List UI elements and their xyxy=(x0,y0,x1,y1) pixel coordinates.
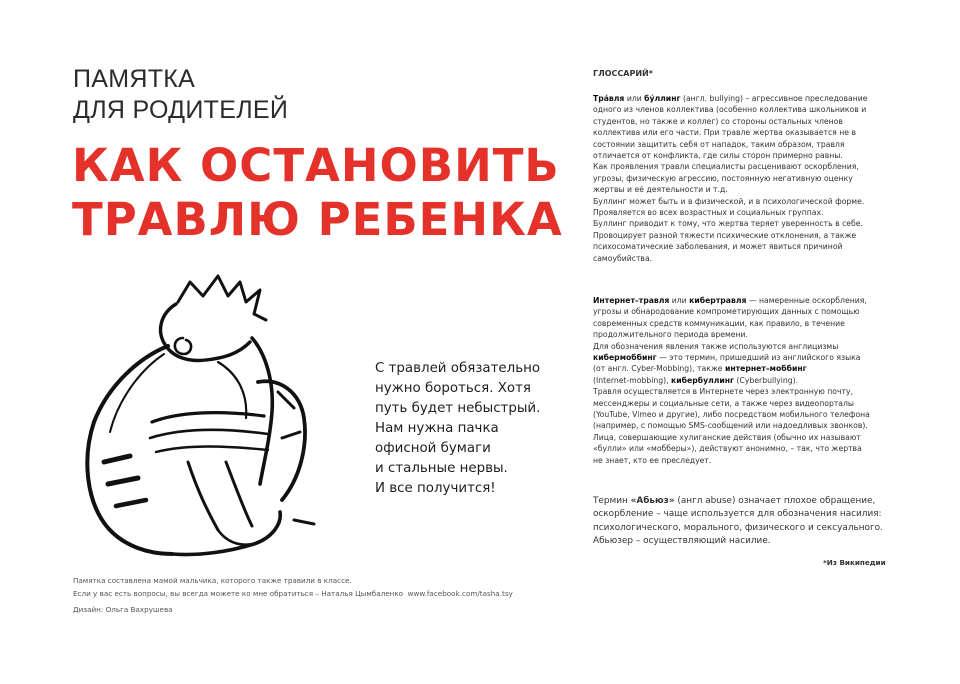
paragraph-line: студентов, но также и коллег) со стороны остальных членов xyxy=(593,116,843,126)
paragraph-line: (от англ. Cyber-Mobbing), также интернет–моббинг xyxy=(593,364,807,374)
paragraph-line: психосоматические заболевания, и может явиться причиной xyxy=(593,242,843,252)
paragraph-line: Проявляется во всех возрастных и социальных группах. xyxy=(593,208,824,218)
title-line-2: ТРАВЛЮ РЕБЕНКА xyxy=(72,193,563,246)
paragraph-line: жертвы и её деятельности и т.д. xyxy=(593,185,728,195)
paragraph-line: Интернет–травля или кибертравля — намеренные оскорбления, xyxy=(593,296,867,305)
paragraph-line: коллектива или его части. При травле жертва оказывается не в xyxy=(593,128,856,138)
paragraph-line: одного из членов коллектива (особенно коллектива школьников и xyxy=(593,105,867,115)
paragraph-line: психологического, морального, физического и сексуального. xyxy=(593,522,883,533)
term-bold: кибертравля xyxy=(689,296,747,305)
paragraph-line: оскорбление – чаще используется для обозначения насилия: xyxy=(593,509,882,520)
glossary-title: ГЛОССАРИЙ* xyxy=(593,69,653,78)
glossary-cyberbullying-paragraph xyxy=(593,295,893,466)
paragraph-line: Провоцирует разной тяжести психические отклонения, а также xyxy=(593,230,857,240)
paragraph-line: состоянии защитить себя от нападок, таким образом, травля xyxy=(593,139,845,149)
paragraph-line: Тра́вля или бу́ллинг (англ. bullying) – агрессивное преследование xyxy=(593,94,868,103)
paragraph-line: мессенджеры и социальные сети, а также через видеопорталы xyxy=(593,398,854,408)
quote-line: С травлей обязательно xyxy=(375,361,541,376)
paragraph-line: угрозы, физическую агрессию, постоянную негативную оценку xyxy=(593,173,853,183)
term-bold: интернет–моббинг xyxy=(724,364,807,374)
paragraph-line: Травля осуществляется в Интернете через электронную почту, xyxy=(593,387,854,397)
quote-line: Нам нужна пачка xyxy=(375,421,499,436)
paragraph-line: угрозы и обнародование компрометирующих данных с помощью xyxy=(593,307,860,317)
footer-facebook-link[interactable]: www.facebook.com/tasha.tsy xyxy=(407,589,513,598)
paragraph-line: Лица, совершающие хулиганские действия (обычно их называют xyxy=(593,432,861,442)
footer-note-1: Памятка составлена мамой мальчика, которого также травили в классе. xyxy=(73,576,352,585)
glossary-abuse-paragraph xyxy=(593,495,893,549)
quote-line: путь будет небыстрый. xyxy=(375,401,541,416)
paragraph-line: отличается от конфликта, где силы сторон примерно равны. xyxy=(593,151,843,161)
paragraph-line: продолжительного периода времени. xyxy=(593,330,748,340)
quote-line: офисной бумаги xyxy=(375,441,491,456)
subtitle-line-2: ДЛЯ РОДИТЕЛЕЙ xyxy=(73,96,289,124)
quote-block xyxy=(375,359,545,499)
paragraph-line: не знает, кто ее преследует. xyxy=(593,455,712,465)
paragraph-line: Для обозначения явления также используются англицизмы xyxy=(593,341,839,351)
title-line-1: КАК ОСТАНОВИТЬ xyxy=(72,139,560,192)
term-bold: Тра́вля xyxy=(593,94,625,103)
paragraph-line: Термин «Абьюз» (англ abuse) означает плохое обращение, xyxy=(593,496,876,506)
crouching-child-illustration xyxy=(68,262,363,567)
quote-line: И все получится! xyxy=(375,481,496,496)
paragraph-line: Буллинг приводит к тому, что жертва теряет уверенность в себе. xyxy=(593,219,863,229)
paragraph-line: (Internet-mobbing), кибербуллинг (Cyberbullying). xyxy=(593,375,799,385)
term-bold: кибермоббинг xyxy=(593,353,657,363)
paragraph-line: Буллинг может быть и в физической, и в психологической форме. xyxy=(593,196,865,206)
glossary-bullying-paragraph xyxy=(593,93,893,264)
paragraph-line: (например, с помощью SMS-сообщений или надоедливых звонков). xyxy=(593,421,868,431)
glossary-source-note: *Из Википедии xyxy=(823,558,886,567)
paragraph-line: современных средств коммуникации, как правило, в течение xyxy=(593,318,845,328)
paragraph-line: самоубийства. xyxy=(593,253,653,263)
paragraph-line: Абьюзер – осуществляющий насилие. xyxy=(593,536,771,547)
paragraph-line: (YouTube, Vimeo и другие), либо посредством мобильного телефона xyxy=(593,410,870,420)
term-bold: Интернет–травля xyxy=(593,296,670,305)
term-bold: кибербуллинг xyxy=(671,375,735,385)
paragraph-line: кибермоббинг — это термин, пришедший из английского языка xyxy=(593,353,861,363)
paragraph-line: Как проявления травли специалисты расценивают оскорбления, xyxy=(593,162,859,172)
term-bold: «Абьюз» xyxy=(630,496,675,506)
subtitle-line-1: ПАМЯТКА xyxy=(73,65,196,93)
footer-note-2 xyxy=(73,589,513,598)
term-bold: бу́ллинг xyxy=(644,94,681,103)
footer-design-credit: Дизайн: Ольга Вахрушева xyxy=(73,605,173,614)
subtitle xyxy=(73,64,288,126)
quote-line: и стальные нервы. xyxy=(375,461,508,476)
paragraph-line: «булли» или «мобберы»), действуют анонимно, – так, что жертва xyxy=(593,444,862,454)
quote-line: нужно бороться. Хотя xyxy=(375,381,531,396)
footer-contact-text: Если у вас есть вопросы, вы всегда можете ко мне обратиться – Наталья Цымбаленко xyxy=(73,589,404,598)
